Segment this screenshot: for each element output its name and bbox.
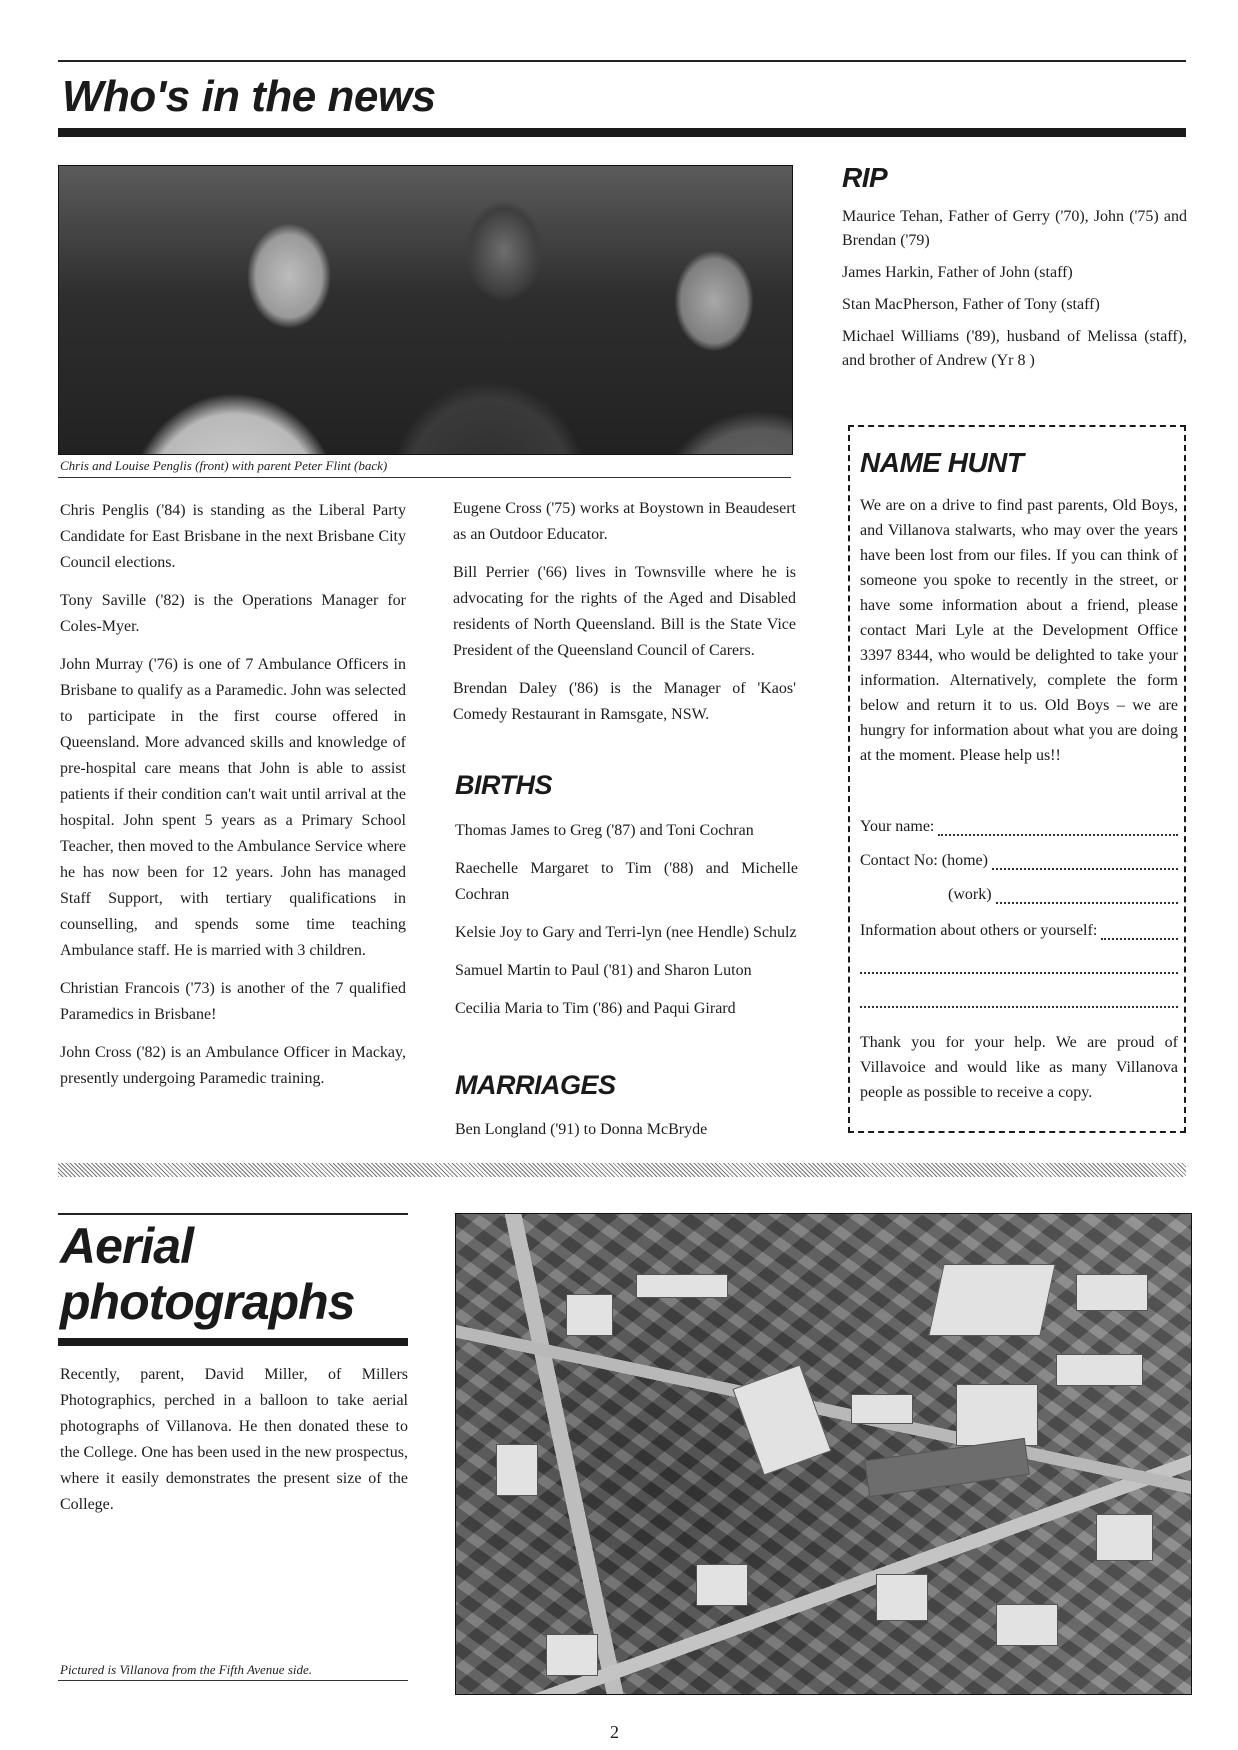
building: [566, 1294, 613, 1336]
info-field-label: Information about others or yourself:: [860, 922, 1098, 939]
info-field-continuation[interactable]: [860, 956, 1178, 974]
aerial-title: [60, 1218, 355, 1330]
info-field[interactable]: [860, 922, 1178, 940]
main-photo-caption: Chris and Louise Penglis (front) with parent Peter Flint (back): [60, 458, 388, 473]
aerial-caption-rule: [58, 1680, 408, 1681]
name-field[interactable]: [860, 818, 1178, 836]
list-item: Samuel Martin to Paul ('81) and Sharon Luton: [455, 962, 752, 979]
home-phone-label: Contact No: (home): [860, 852, 988, 869]
building: [1096, 1514, 1153, 1561]
page-title: Who's in the news: [62, 72, 436, 121]
births-heading: BIRTHS: [455, 770, 553, 800]
thanks-text: Thank you for your help. We are proud of Villavoice and would like as many Villanova people as possible to receive a copy.: [860, 1034, 1178, 1101]
aerial-paragraph: Recently, parent, David Miller, of Millers Photographics, perched in a balloon to take aerial photographs of Villanova. He then donated these to the College. One has been used in the new prospectus, where it easily demonstrates the present size of the College.: [60, 1366, 408, 1513]
aerial-title-line1: Aerial: [60, 1218, 193, 1274]
building: [928, 1264, 1055, 1336]
home-phone-field[interactable]: [860, 852, 1178, 870]
info-field-line[interactable]: [1101, 922, 1178, 940]
news-paragraph: Tony Saville ('82) is the Operations Manager for Coles-Myer.: [60, 592, 406, 635]
news-paragraph: Chris Penglis ('84) is standing as the Liberal Party Candidate for East Brisbane in the next Brisbane City Council elections.: [60, 502, 406, 571]
info-field-continuation[interactable]: [860, 990, 1178, 1008]
aerial-title-line2: photographs: [60, 1274, 355, 1330]
building: [1056, 1354, 1143, 1386]
news-paragraph: Eugene Cross ('75) works at Boystown in Beaudesert as an Outdoor Educator.: [453, 500, 796, 543]
section-divider: [58, 1163, 1186, 1177]
list-item: Ben Longland ('91) to Donna McBryde: [455, 1121, 708, 1138]
marriages-list: [455, 1117, 798, 1155]
news-paragraph: Christian Francois ('73) is another of the 7 qualified Paramedics in Brisbane!: [60, 980, 406, 1023]
building: [876, 1574, 928, 1621]
page-number: 2: [610, 1722, 619, 1742]
building: [851, 1394, 913, 1424]
left-column: [60, 498, 406, 1104]
aerial-photo: [455, 1213, 1192, 1695]
main-photo: [58, 165, 793, 455]
rip-heading: RIP: [842, 162, 888, 193]
building: [864, 1438, 1030, 1497]
name-hunt-heading: NAME HUNT: [860, 447, 1024, 478]
marriages-heading: MARRIAGES: [455, 1070, 616, 1100]
list-item: Kelsie Joy to Gary and Terri-lyn (nee Hendle) Schulz: [455, 924, 797, 941]
list-item: James Harkin, Father of John (staff): [842, 264, 1073, 281]
aerial-body: [60, 1362, 408, 1530]
news-paragraph: John Cross ('82) is an Ambulance Officer in Mackay, presently undergoing Paramedic training.: [60, 1044, 406, 1087]
building: [996, 1604, 1058, 1646]
caption-rule: [58, 477, 791, 478]
building: [546, 1634, 598, 1676]
list-item: Stan MacPherson, Father of Tony (staff): [842, 296, 1100, 313]
work-phone-line[interactable]: [996, 886, 1178, 904]
building: [1076, 1274, 1148, 1311]
list-item: Maurice Tehan, Father of Gerry ('70), John ('75) and Brendan ('79): [842, 208, 1187, 249]
building: [732, 1364, 831, 1475]
list-item: Thomas James to Greg ('87) and Toni Cochran: [455, 822, 754, 839]
building: [956, 1384, 1038, 1446]
news-paragraph: John Murray ('76) is one of 7 Ambulance Officers in Brisbane to qualify as a Paramedic. John was selected to participate in the first course offered in Queensland. More advanced skills and knowledge of pre-hospital care means that John is able to assist patients if their condition can't wait until arrival at the hospital. John spent 5 years as a Primary School Teacher, then moved to the Ambulance Service where he has now been for 12 years. John has managed Staff Support, with tertiary qualifications in counselling, and spends some time teaching Ambulance staff. He is married with 3 children.: [60, 656, 406, 959]
work-phone-field[interactable]: [948, 886, 1178, 904]
aerial-top-rule: [58, 1213, 408, 1215]
news-paragraph: Bill Perrier ('66) lives in Townsville where he is advocating for the rights of the Aged and Disabled residents of North Queensland. Bill is the State Vice President of the Queensland Council of Carers.: [453, 564, 796, 659]
name-field-line[interactable]: [938, 818, 1178, 836]
births-list: [455, 818, 798, 1034]
home-phone-line[interactable]: [992, 852, 1178, 870]
news-paragraph: Brendan Daley ('86) is the Manager of 'Kaos' Comedy Restaurant in Ramsgate, NSW.: [453, 680, 796, 723]
header-bar: [58, 128, 1186, 137]
top-rule: [58, 60, 1186, 62]
info-line-2[interactable]: [860, 956, 1178, 974]
aerial-caption: Pictured is Villanova from the Fifth Avenue side.: [60, 1662, 313, 1677]
info-line-3[interactable]: [860, 990, 1178, 1008]
building: [636, 1274, 728, 1298]
middle-column: [453, 496, 796, 740]
list-item: Michael Williams ('89), husband of Melissa (staff), and brother of Andrew (Yr 8 ): [842, 328, 1187, 369]
name-field-label: Your name:: [860, 818, 935, 835]
rip-list: [842, 205, 1187, 381]
list-item: Raechelle Margaret to Tim ('88) and Michelle Cochran: [455, 860, 798, 903]
building: [496, 1444, 538, 1496]
work-phone-label: (work): [948, 886, 992, 903]
name-hunt-body: We are on a drive to find past parents, Old Boys, and Villanova stalwarts, who may over the years have been lost from our files. If you can think of someone you spoke to recently in the street, or have some information about a friend, please contact Mari Lyle at the Development Office 3397 8344, who would be delighted to take your information. Alternatively, complete the form below and return it to us. Old Boys – we are hungry for information about what you are doing at the moment. Please help us!!: [860, 497, 1178, 764]
building: [696, 1564, 748, 1606]
list-item: Cecilia Maria to Tim ('86) and Paqui Girard: [455, 1000, 736, 1017]
aerial-bar: [58, 1338, 408, 1346]
